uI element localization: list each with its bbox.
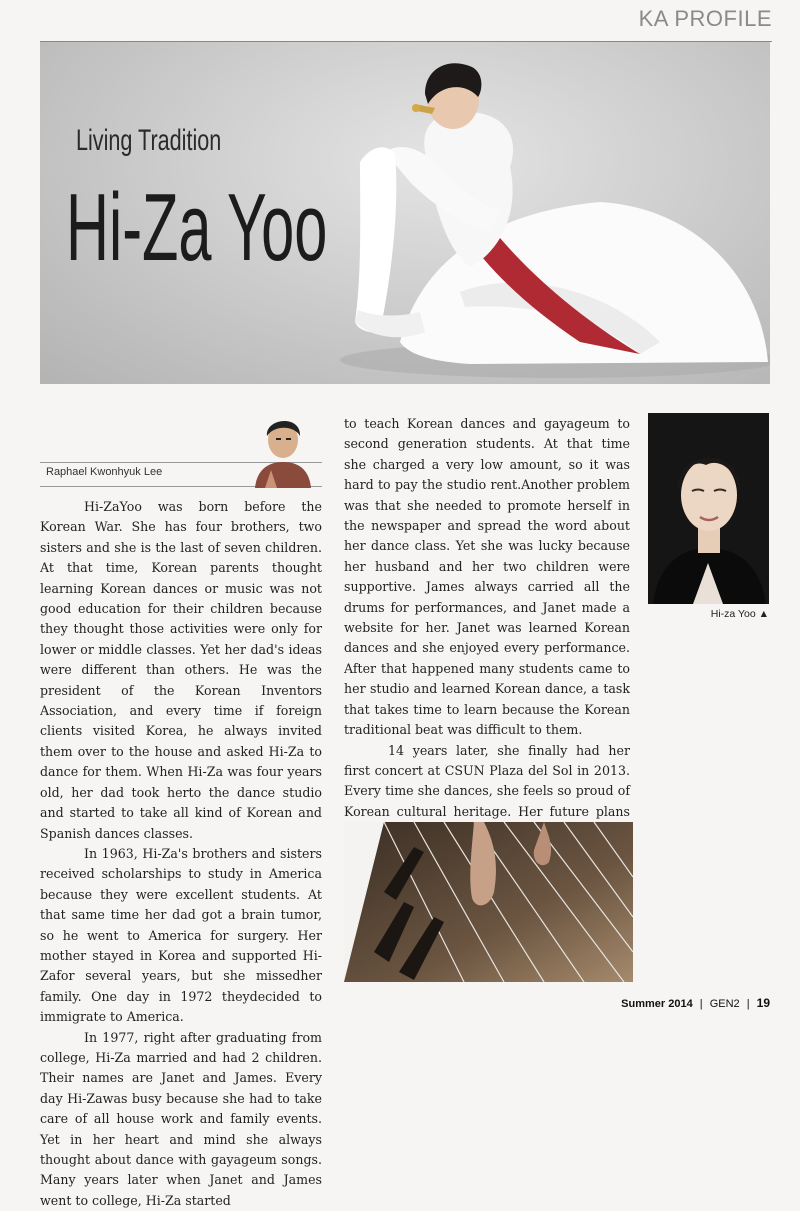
paragraph: In 1977, right after graduating from college, Hi-Za married and had 2 children. Their names are Janet and James. Every day Hi-Zawas busy because she had to take care of all house work and family events. Yet in her heart and mind she always thought about dance with gayageum songs. Many years later when Janet and James went to college, Hi-Za started [40,1029,322,1208]
page-footer [621,996,770,1010]
article-column-1 [40,497,322,1211]
paragraph: to teach Korean dances and gayageum to second generation students. At that time she charged a very low amount, so it was hard to pay the studio rent.Another problem was that she needed to promote herself in the newspaper and spread the word about her dance class. Yet she was lucky because her husband and her two children were supportive. James always carried all the drums for performances, and Janet made a website for her. Janet was learned Korean dances and she enjoyed every performance. After that happened many students came to her studio and learned Korean dance, a task that takes time to learn because the Korean traditional beat was difficult to them. [344,416,630,738]
section-label: KA PROFILE [638,6,772,31]
footer-separator: | [699,998,703,1010]
portrait-photo-icon [648,413,769,604]
paragraph: 14 years later, she finally had her first concert at CSUN Plaza del Sol in 2013. Every time she dances, she feels so proud of Korean cultural heritage. Her future plans [344,742,630,819]
gayageum-photo-icon [344,822,633,982]
hero-title: Hi-Za Yoo [66,174,328,281]
paragraph: In 1963, Hi-Za's brothers and sisters received scholarships to study in America because they were excellent students. At that same time her dad got a brain tumor, so he went to America for surgery. Her mother stayed in Korea and supported Hi-Zafor several years, but she missedher family. One day in 1972 theydecided to immigrate to America. [40,845,322,1025]
issue-label: Summer 2014 [621,998,693,1010]
gayageum-photo [344,822,633,982]
author-name: Raphael Kwonhyuk Lee [46,466,163,478]
paragraph: Hi-ZaYoo was born before the Korean War. She has four brothers, two sisters and she is the last of seven children. At that time, Korean parents thought learning Korean dances or music was not good education for their children because they thought those activities were only for lower or middle classes. Yet her dad's ideas were different than others. He was the president of the Korean Inventors Association, and every time if foreign clients visited Korea, he always invited them over to the house and asked Hi-Za to dance for them. When Hi-Za was four years old, her dad took herto the dance studio and started to take all kind of Korean and Spanish dances classes. [40,499,322,841]
hero-kicker: Living Tradition [76,124,222,157]
portrait-caption: Hi-za Yoo ▲ [710,608,769,620]
page-number: 19 [756,996,770,1010]
author-photo-icon [245,410,321,488]
portrait-photo [648,413,769,604]
author-byline [40,410,322,488]
hero-banner [40,42,770,384]
magazine-name: GEN2 [709,998,740,1010]
footer-separator: | [746,998,750,1010]
